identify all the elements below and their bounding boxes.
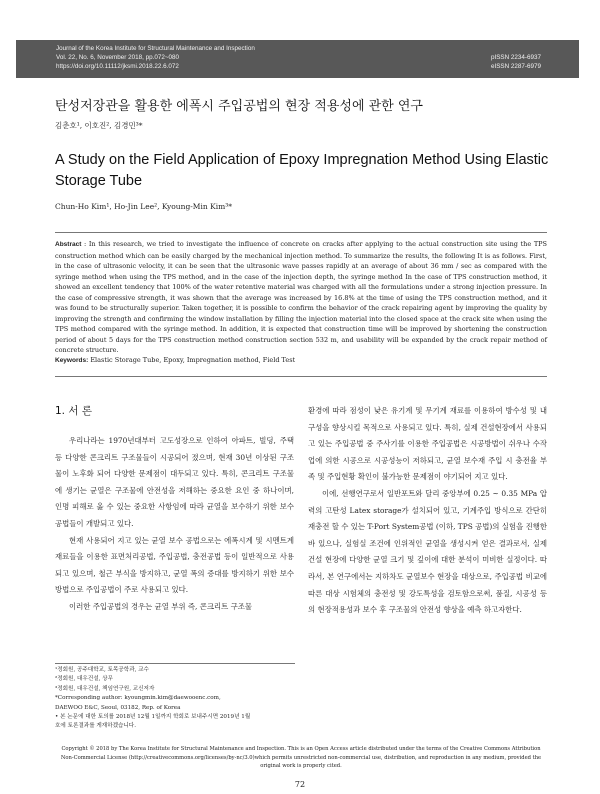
authors-korean: 김춘호¹, 이호진², 김경민³*: [55, 121, 143, 130]
body-column-right: [308, 403, 547, 619]
abstract-label: Abstract: [55, 241, 82, 248]
journal-name: Journal of the Korea Institute for Structural Maintenance and Inspection: [56, 45, 255, 52]
footnote: *Corresponding author: kyoungmin.kim@daewooenc.com,: [55, 695, 221, 702]
footnote: ¹정회원, 공주대학교, 토목공학과, 교수: [55, 667, 149, 673]
journal-issue: Vol. 22, No. 6, November 2018, pp.072~080: [56, 54, 180, 61]
eissn: eISSN 2287-6979: [490, 63, 541, 70]
journal-banner: [16, 40, 579, 78]
journal-doi[interactable]: https://doi.org/10.11112/jksmi.2018.22.6.072: [56, 63, 179, 70]
keywords-text: Elastic Storage Tube, Epoxy, Impregnation method, Field Test: [90, 356, 296, 364]
journal-info: [56, 44, 255, 71]
footnote: ²정회원, 대우건설, 상무: [55, 676, 113, 683]
footnote: 호에 토론결과를 게재하겠습니다.: [55, 723, 136, 730]
page-number: 72: [294, 780, 306, 789]
paper-title-english: A Study on the Field Application of Epoxy Impregnation Method Using Elastic Storage Tube: [55, 152, 549, 189]
keywords-label: Keywords:: [55, 357, 89, 364]
abstract-text: : In this research, we tried to investigate the influence of concrete on cracks after applying to the actual construction site using the TPS construction method which can be easily charged by the mechanical injection method. To summarize the results, the following It is as follows. First, in the case of ultrasonic velocity, it can be seen that the ultrasonic wave passes rapidly at an average of about 36 mm / sec as compared with the syringe method when using the TPS method, and in the case of the injection depth, the syringe method In the case of TPS construction method, it showed an excellent tendency that 100% of the water retentive material was charged with all the formulations under a strong injection pressure. In the case of compressive strength, it was shown that the average was increased by 16.8% at the time of using the TPS construction method, and it was found to be structurally superior. Taken together, it is possible to confirm the behavior of the crack repairing agent by improving the quality by improving the strength and confirming the window installation by filling the injection material into the closed space at the crack site when using the TPS method compared with the syringe method. In addition, it is expected that construction time will be improved by shortening the construction period of about 5 days for the TPS construction method construction section 532 m, and usability will be expanded by the crack repair method of concrete structure.: [55, 240, 547, 354]
copyright-notice: Copyright © 2018 by The Korea Institute for Structural Maintenance and Inspection. This is an Open Access article distributed under the terms of the Creative Commons Attribution Non-Commercial License (http://creativecommons.org/licenses/by-nc/3.0)which permits unrestricted non-commercial use, distribution, and reproduction in any medium, provided the original work is properly cited.: [60, 746, 542, 770]
issn-info: [491, 53, 541, 71]
footnote: ³정회원, 대우건설, 책임연구원, 교신저자: [55, 685, 155, 692]
abstract-bottom-rule: [55, 376, 547, 377]
footnotes: [55, 666, 300, 732]
authors-english: Chun-Ho Kim¹, Ho-Jin Lee², Kyoung-Min Kim³*: [55, 202, 232, 211]
keywords: [55, 356, 547, 364]
paragraph: 이러한 주입공법의 경우는 균열 부위 즉, 콘크리트 구조물: [69, 601, 253, 611]
paragraph: 현재 사용되어 지고 있는 균열 보수 공법으로는 에폭시계 및 시멘트계 재료들을 이용한 표면처리공법, 주입공법, 충전공법 등이 일반적으로 사용되고 있으며, 철근 부식을 방지하고, 균열 폭의 증대를 방지하기 위한 보수방법으로 주입공법이 주로 사용되고 있다.: [55, 535, 294, 595]
footnote: • 본 논문에 대한 토의를 2018년 12월 1일까지 학회로 보내주시면 2019년 1월: [55, 714, 251, 721]
abstract: [55, 239, 547, 356]
footnote: DAEWOO E&C, Seoul, 03182, Rep. of Korea: [55, 704, 181, 711]
paragraph: 환경에 따라 점성이 낮은 유기계 및 무기계 재료를 이용하여 방수성 및 내구성을 향상시킬 목적으로 사용되고 있다. 특히, 실제 건설현장에서 사용되고 있는 주입공법 중 주사기를 이용한 주입공법은 시공방법이 쉬우나 수작업에 의한 시공으로 시공성능이 저하되고, 균열 보수재 주입 시 충전율 부족 및 주입현황 확인이 불가능한 문제점이 야기되어 지고 있다.: [308, 406, 547, 482]
paragraph: 우리나라는 1970년대부터 고도성장으로 인하여 아파트, 빌딩, 주택 등 다양한 콘크리트 구조물들이 시공되어 졌으며, 현재 30년 이상된 구조물이 노후화 되어 다양한 문제점이 대두되고 있다. 특히, 콘크리트 구조물에 생기는 균열은 구조물에 안전성을 저해하는 중요한 요인 중 하나이며, 인명 피해로 옳 수 있는 중요한 사항임에 따라 균열을 보수하기 위한 보수공법들이 개발되고 있다.: [55, 436, 294, 528]
body-column-left: [55, 433, 294, 616]
paper-title-korean: 탄성저장관을 활용한 에폭시 주입공법의 현장 적용성에 관한 연구: [55, 99, 423, 114]
abstract-top-rule: [55, 232, 547, 233]
footnote-rule: [55, 663, 295, 664]
section-heading-introduction: 1. 서 론: [55, 405, 92, 417]
pissn: pISSN 2234-6937: [490, 54, 541, 61]
paragraph: 이에, 선행연구로서 일반포트와 달리 중앙부에 0.25 ~ 0.35 MPa 압력의 고탄성 Latex storage가 설치되어 있고, 기계주입 방식으로 간단히 재충전 할 수 있는 T-Port System공법 (이하, TPS 공법)의 실험을 진행한바 있으나, 실험실 조건에 인위적인 균열을 생성시켜 얻은 결과로서, 실제 건설 현장에 다양한 균열 크기 및 깊이에 대한 분석이 미비한 실정이다. 따라서, 본 연구에서는 지하차도 균열보수 현장을 대상으로, 주입공법 비교에 따른 대상 시험체의 충전성 및 강도특성을 검토함으로써, 품질, 시공성 등의 현장적용성과 보수 후 구조물의 안전성 향상을 예측 하고자한다.: [308, 488, 547, 615]
